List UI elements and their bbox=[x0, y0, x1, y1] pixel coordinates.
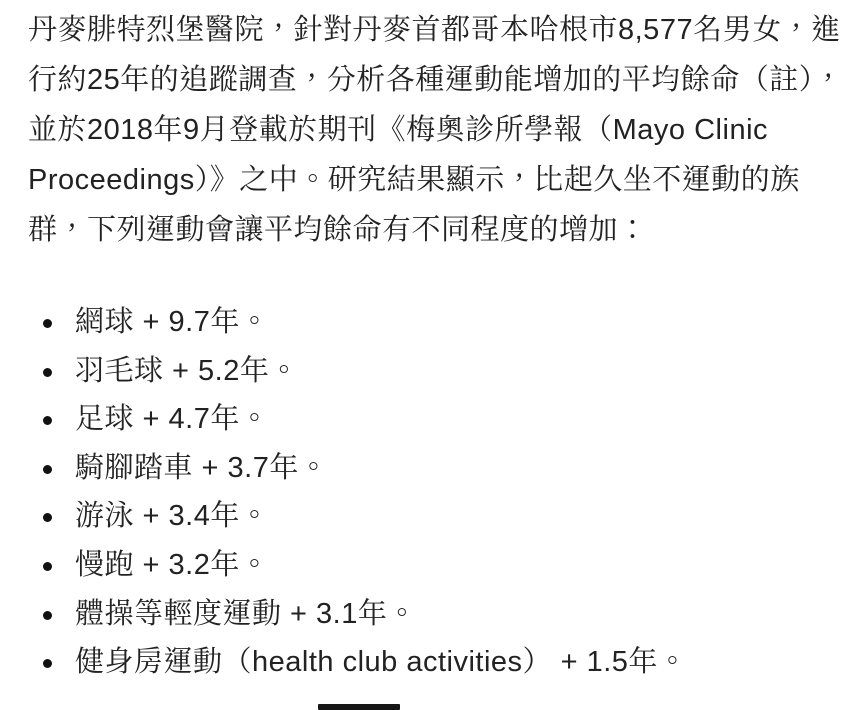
bullet-icon bbox=[43, 611, 52, 620]
bullet-icon bbox=[43, 659, 52, 668]
list-item-text: 足球 + 4.7年。 bbox=[75, 403, 270, 436]
bullet-icon bbox=[43, 513, 52, 522]
list-item bbox=[42, 492, 863, 541]
list-item bbox=[42, 590, 863, 639]
list-item bbox=[42, 395, 863, 444]
list-item-text: 慢跑 + 3.2年。 bbox=[75, 548, 270, 581]
clipped-next-line-fragment bbox=[318, 704, 400, 710]
sport-benefits-list bbox=[42, 298, 863, 687]
bullet-icon bbox=[43, 465, 52, 474]
list-item-text: 羽毛球 + 5.2年。 bbox=[75, 354, 299, 387]
list-item bbox=[42, 541, 863, 590]
paragraph-line: 群，下列運動會讓平均餘命有不同程度的增加： bbox=[28, 214, 648, 246]
paragraph-line: Proceedings）》之中。研究結果顯示，比起久坐不運動的族 bbox=[28, 164, 800, 196]
list-item-text: 騎腳踏車 + 3.7年。 bbox=[75, 451, 329, 484]
list-item bbox=[42, 444, 863, 493]
bullet-icon bbox=[43, 416, 52, 425]
list-item-text: 游泳 + 3.4年。 bbox=[75, 500, 270, 533]
bullet-icon bbox=[43, 319, 52, 328]
paragraph-line: 行約25年的追蹤調查，分析各種運動能增加的平均餘命（註）， bbox=[28, 64, 844, 96]
list-item-text: 網球 + 9.7年。 bbox=[75, 306, 270, 338]
list-item bbox=[42, 638, 863, 687]
bullet-icon bbox=[43, 562, 52, 571]
paragraph-line: 丹麥腓特烈堡醫院，針對丹麥首都哥本哈根市8,577名男女，進 bbox=[28, 14, 841, 46]
intro-paragraph bbox=[28, 5, 863, 255]
list-item-text: 體操等輕度運動 + 3.1年。 bbox=[75, 597, 417, 630]
list-item-text: 健身房運動（health club activities） + 1.5年。 bbox=[75, 646, 688, 679]
list-item bbox=[42, 347, 863, 396]
paragraph-line: 並於2018年9月登載於期刊《梅奧診所學報（Mayo Clinic bbox=[28, 114, 769, 146]
list-item bbox=[42, 298, 863, 347]
bullet-icon bbox=[43, 368, 52, 377]
